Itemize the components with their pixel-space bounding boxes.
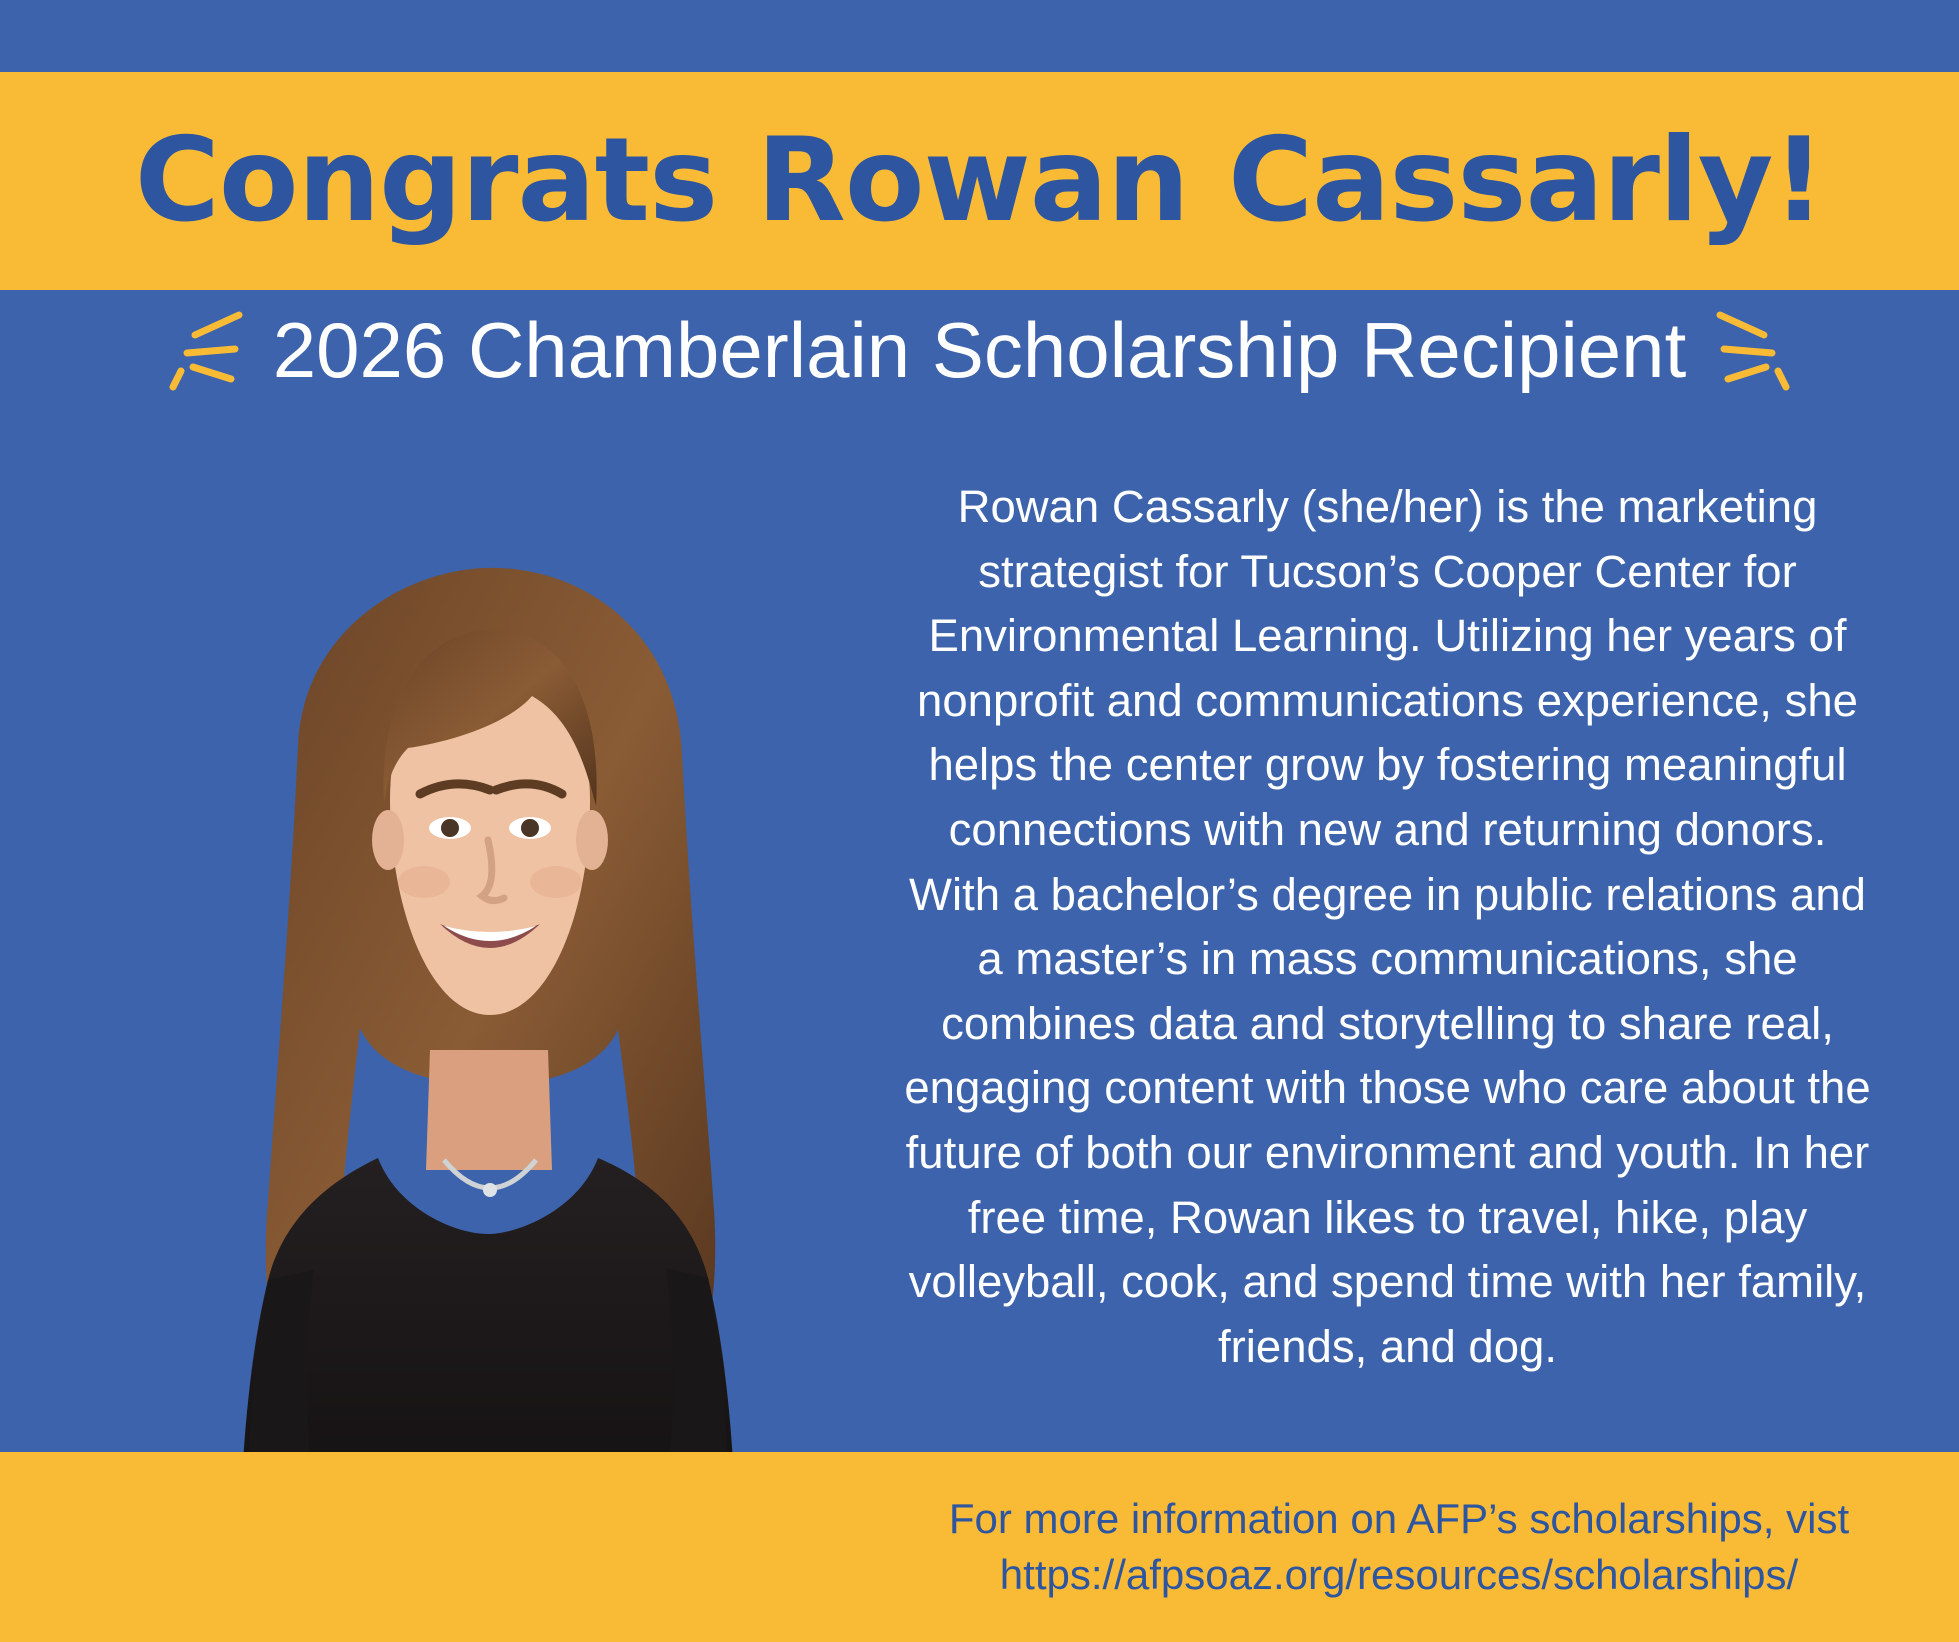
footer-line-1: For more information on AFP’s scholarships, vist xyxy=(948,1494,1850,1542)
top-blue-strip xyxy=(0,0,1959,72)
footer-info xyxy=(899,1491,1899,1604)
subtitle-row xyxy=(0,290,1959,410)
recipient-bio: Rowan Cassarly (she/her) is the marketing strategist for Tucson’s Cooper Center for Environmental Learning. Utilizing her years of nonprofit and communications experience, she helps the center grow by fostering meaningful connections with new and returning donors. With a bachelor’s degree in public relations and a master’s in mass communications, she combines data and storytelling to share real, engaging content with those who care about the future of both our environment and youth. In her free time, Rowan likes to travel, hike, play volleyball, cook, and spend time with her family, friends, and dog. xyxy=(904,481,1871,1372)
page-subtitle: 2026 Chamberlain Scholarship Recipient xyxy=(272,306,1687,394)
sparkle-left-icon xyxy=(169,305,247,395)
sparkle-right-icon xyxy=(1712,305,1790,395)
page-title: Congrats Rowan Cassarly! xyxy=(134,113,1825,248)
scholarships-url[interactable]: https://afpsoaz.org/resources/scholarships/ xyxy=(999,1551,1799,1599)
headline-banner xyxy=(0,72,1959,290)
